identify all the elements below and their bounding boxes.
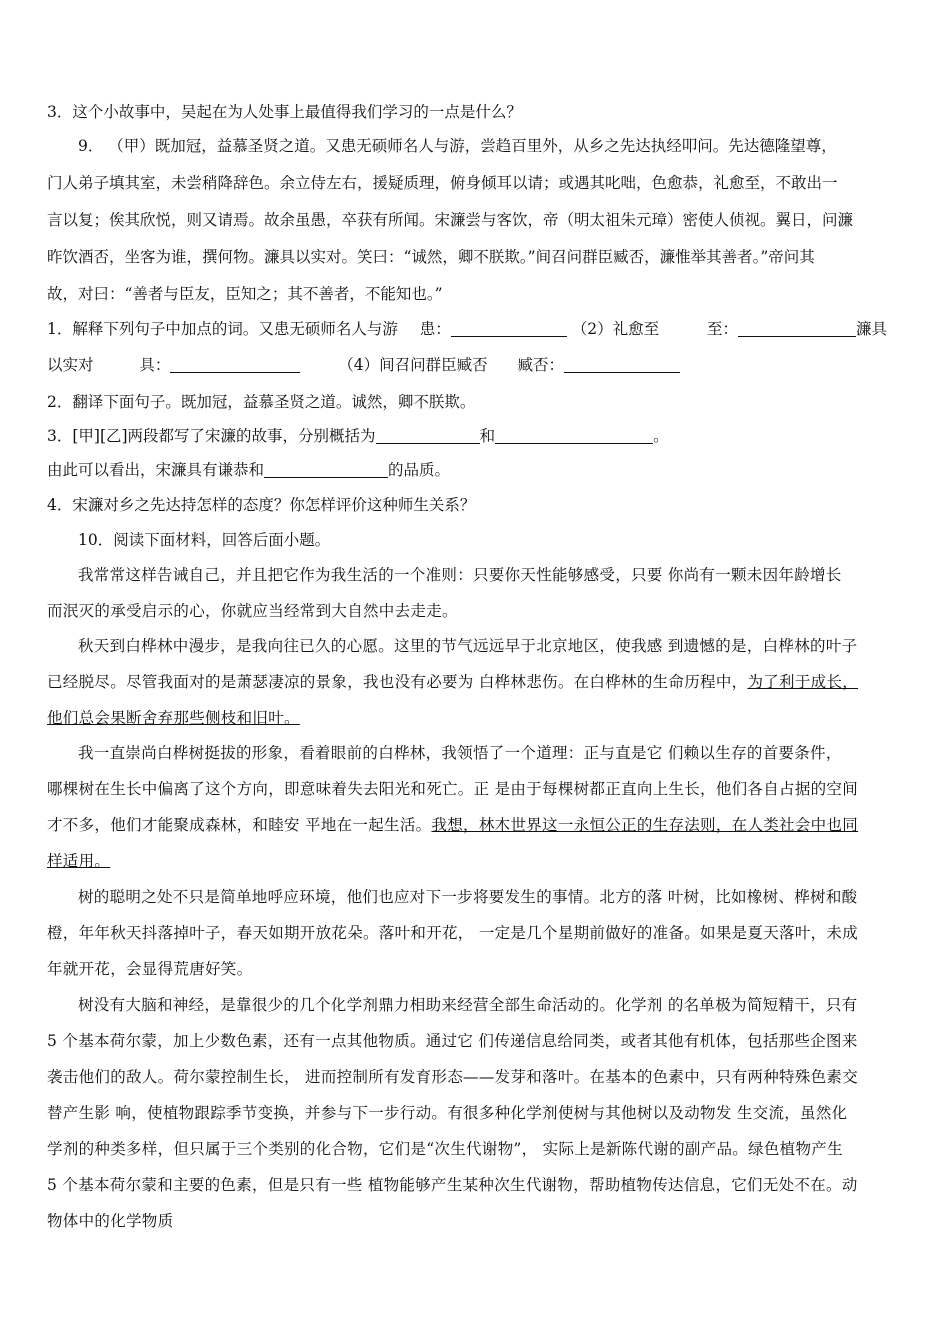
q9-sub4: 4．宋濂对乡之先达持怎样的态度？你怎样评价这种师生关系？ — [47, 496, 476, 514]
q10-text-plain: 才不多，他们才能聚成森林，和睦安 平地在一起生活。 — [47, 816, 432, 834]
q9-sub3-prompt2: 由此可以看出，宋濂具有谦恭和 — [47, 461, 265, 479]
q10-text-line: 我常常这样告诫自己，并且把它作为我生活的一个准则：只要你天性能够感受，只要 你尚有一颗未因年龄增长 — [78, 566, 842, 584]
q9-sub1-term: 至： — [706, 320, 738, 338]
q10-text-line: 树没有大脑和神经，是靠很少的几个化学剂鼎力相助来经营全部生命活动的。化学剂 的名单极为简短精干，只有 — [78, 996, 858, 1014]
q9-sub1-term: 臧否： — [517, 356, 565, 374]
q10-underlined-sentence: 样适用。 — [47, 852, 111, 870]
q9-sub3-and: 和 — [479, 427, 496, 445]
q10-underlined-sentence: 他们总会果断舍弃那些侧枝和旧叶。 — [47, 709, 300, 727]
q10-text-line — [47, 671, 907, 693]
q10-text-line: 哪棵树在生长中偏离了这个方向，即意味着失去阳光和死亡。正 是由于每棵树都正直向上生长，他们各自占据的空间 — [47, 780, 859, 798]
answer-blank[interactable] — [451, 320, 567, 337]
q10-text-line: 我一直崇尚白桦树挺拔的形象，看着眼前的白桦林，我领悟了一个道理：正与直是它 们赖以生存的首要条件， — [78, 744, 842, 762]
q10-text-line: 橙，年年秋天抖落掉叶子，春天如期开放花朵。落叶和开花， 一定是几个星期前做好的准备。如果是夏天落叶，未成 — [47, 924, 859, 942]
q9-sub2: 2．翻译下面句子。既加冠，益慕圣贤之道。诚然，卿不朕欺。 — [47, 393, 476, 411]
q10-text-line: 替产生影 响，使植物跟踪季节变换，并参与下一步行动。有很多种化学剂使树与其他树以及动物发 生交流，虽然化 — [47, 1104, 848, 1122]
q10-text-line: 年就开花，会显得荒唐好笑。 — [47, 960, 253, 978]
q10-text-line: 物体中的化学物质 — [47, 1212, 174, 1230]
question-3: 3．这个小故事中，吴起在为人处事上最值得我们学习的一点是什么？ — [47, 103, 522, 121]
q10-text-line — [47, 707, 907, 729]
q9-sub3-end2: 的品质。 — [388, 461, 451, 479]
answer-blank[interactable] — [170, 356, 300, 373]
q10-title: 10．阅读下面材料，回答后面小题。 — [78, 531, 331, 549]
q9-passage-line: 9． （甲）既加冠，益慕圣贤之道。又患无硕师名人与游，尝趋百里外，从乡之先达执经叩问。先达德隆望尊， — [78, 137, 837, 155]
q9-sub1-term: 患： — [419, 320, 451, 338]
q9-sub1-item4: （4）间召问群臣臧否 — [338, 356, 488, 374]
q9-sub3-line2 — [47, 459, 907, 481]
q10-text-line: 树的聪明之处不只是简单地呼应环境，他们也应对下一步将要发生的事情。北方的落 叶树，比如橡树、桦树和酸 — [78, 888, 858, 906]
q9-sub1-term: 具： — [139, 356, 171, 374]
q9-sub1-line2 — [47, 354, 907, 376]
answer-blank[interactable] — [738, 320, 856, 337]
q9-passage-line: 门人弟子填其室，未尝稍降辞色。余立侍左右，援疑质理，俯身倾耳以请；或遇其叱咄，色愈恭，礼愈至，不敢出一 — [47, 174, 838, 192]
q10-text-line: 秋天到白桦林中漫步，是我向往已久的心愿。这里的节气远远早于北京地区，使我感 到遗憾的是，白桦林的叶子 — [78, 637, 858, 655]
q10-text-line — [47, 850, 907, 872]
q10-text-line: 学剂的种类多样，但只属于三个类别的化合物，它们是“次生代谢物”， 实际上是新陈代谢的副产品。绿色植物产生 — [47, 1140, 843, 1158]
q9-sub1-item2: （2）礼愈至 — [571, 320, 660, 338]
q9-passage-line: 故，对曰：“善者与臣友，臣知之；其不善者，不能知也。” — [47, 285, 443, 303]
q9-sub3-line1 — [47, 425, 907, 447]
q9-sub1-prompt: 1．解释下列句子中加点的词。又患无硕师名人与游 — [47, 320, 398, 338]
q9-sub3-prompt: 3．[甲][乙]两段都写了宋濂的故事，分别概括为 — [47, 427, 376, 445]
q10-text-line: 袭击他们的敌人。荷尔蒙控制生长， 进而控制所有发育形态——发芽和落叶。在基本的色素中，只有两种特殊色素交 — [47, 1068, 859, 1086]
q10-text-line: 而泯灭的承受启示的心，你就应当经常到大自然中去走走。 — [47, 602, 458, 620]
answer-blank[interactable] — [495, 427, 653, 444]
q9-sub1-item3: 濂具 — [855, 320, 887, 338]
q10-underlined-sentence: 为了利于成长， — [747, 673, 859, 691]
q10-underlined-sentence: 我想，林木世界这一永恒公正的生存法则，在人类社会中也同 — [431, 816, 859, 834]
answer-blank[interactable] — [564, 356, 680, 373]
answer-blank[interactable] — [376, 427, 480, 444]
q10-text-line — [47, 814, 907, 836]
q10-text-plain: 已经脱尽。尽管我面对的是萧瑟凄凉的景象，我也没有必要为 白桦林悲伤。在白桦林的生命历程中， — [47, 673, 748, 691]
q9-sub1-line1 — [47, 318, 907, 340]
q9-passage-line: 言以复；俟其欣悦，则又请焉。故余虽愚，卒获有所闻。宋濂尝与客饮，帝（明太祖朱元璋）密使人侦视。翼日，问濂 — [47, 211, 854, 229]
q9-sub1-item3-cont: 以实对 — [47, 356, 94, 374]
q9-passage-line: 昨饮酒否，坐客为谁，撰何物。濂具以实对。笑曰：“诚然，卿不朕欺。”间召问群臣臧否，濂惟举其善者。”帝问其 — [47, 248, 815, 266]
q9-sub3-end: 。 — [653, 427, 669, 445]
q10-text-line: 5 个基本荷尔蒙和主要的色素，但是只有一些 植物能够产生某种次生代谢物，帮助植物传达信息，它们无处不在。动 — [47, 1176, 858, 1194]
answer-blank[interactable] — [264, 461, 388, 478]
q10-text-line: 5 个基本荷尔蒙，加上少数色素，还有一点其他物质。通过它 们传递信息给同类，或者其他有机体，包括那些企图来 — [47, 1032, 858, 1050]
